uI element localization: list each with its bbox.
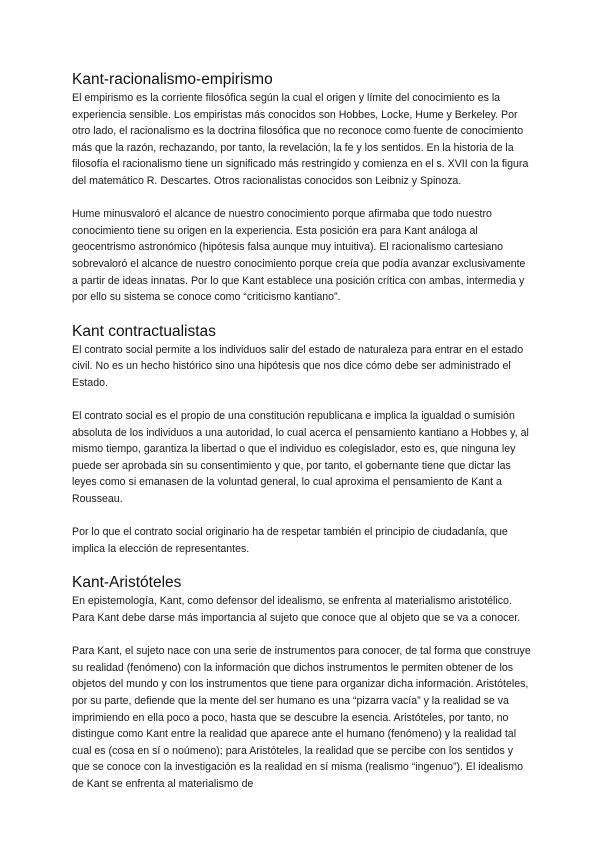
section-racionalismo-empirismo bbox=[72, 70, 532, 306]
section-heading: Kant-Aristóteles bbox=[72, 574, 182, 592]
paragraph: Por lo que el contrato social originario ha de respetar también el principio de ciudadanía, que implica la elección de representantes. bbox=[72, 526, 508, 555]
paragraph: El contrato social permite a los individuos salir del estado de naturaleza para entrar en el estado civil. No es un hecho histórico sino una hipótesis que nos dice cómo debe ser administrado el Estado. bbox=[72, 343, 524, 389]
section-heading: Kant-racionalismo-empirismo bbox=[72, 71, 273, 88]
paragraph-spacer bbox=[72, 392, 532, 409]
paragraph: Para Kant, el sujeto nace con una serie de instrumentos para conocer, de tal forma que construye su realidad (fenómeno) con la información que dichos instrumentos le permiten obtener de los objetos del mundo y con los instrumentos que tiene para organizar dicha información. Aristóteles, por su parte, defiende que la mente del ser humano es una “pizarra vacía” y la realidad se va imprimiendo en ella poco a poco, hasta que se descubre la esencia. Aristóteles, por tanto, no distingue como Kant entre la realidad que aparece ante el humano (fenómeno) y la realidad tal cual es (cosa en sí o noúmeno); para Aristóteles, la realidad que se percibe con los sentidos y que se conoce con la investigación es la realidad en sí misma (realismo “ingenuo”). El idealismo de Kant se enfrenta al materialismo de bbox=[72, 645, 531, 790]
paragraph-spacer bbox=[72, 190, 532, 207]
section-aristoteles bbox=[72, 573, 532, 792]
section-contractualistas bbox=[72, 322, 532, 558]
paragraph: El contrato social es el propio de una constitución republicana e implica la igualdad o sumisión absoluta de los individuos a una autoridad, lo cual acerca el pensamiento kantiano a Hobbes y, al mismo tiempo, garantiza la libertad o que el individuo es colegislador, esto es, que ninguna ley puede ser aprobada sin su consentimiento y que, por tanto, el gobernante tiene que dictar las leyes como si emanasen de la voluntad general, lo cual aproxima el pensamiento de Kant a Rousseau. bbox=[72, 410, 529, 506]
section-spacer bbox=[72, 306, 532, 322]
paragraph: Hume minusvaloró el alcance de nuestro conocimiento porque afirmaba que todo nuestro conocimiento tiene su origen en la experiencia. Esta posición era para Kant análoga al geocentrismo astronómico (hipótesis falsa aunque muy intuitiva). El racionalismo cartesiano sobrevaloró el alcance de nuestro conocimiento porque creía que podía avanzar exclusivamente a partir de ideas innatas. Por lo que Kant establece una posición crítica con ambas, intermedia y por ello su sistema se conoce como “criticismo kantiano”. bbox=[72, 208, 526, 304]
paragraph-spacer bbox=[72, 508, 532, 525]
section-spacer bbox=[72, 557, 532, 573]
paragraph: El empirismo es la corriente filosófica según la cual el origen y límite del conocimiento es la experiencia sensible. Los empiristas más conocidos son Hobbes, Locke, Hume y Berkeley. Por otro lado, el racionalismo es la doctrina filosófica que no reconoce como fuente de conocimiento más que la razón, rechazando, por tanto, la revelación, la fe y los sentidos. En la historia de la filosofía el racionalismo tiene un significado más restringido y comienza en el s. XVII con la figura del matemático R. Descartes. Otros racionalistas conocidos son Leibniz y Spinoza. bbox=[72, 92, 529, 187]
document-body bbox=[72, 70, 532, 793]
section-heading: Kant contractualistas bbox=[72, 322, 216, 340]
paragraph-spacer bbox=[72, 627, 532, 644]
paragraph: En epistemología, Kant, como defensor del idealismo, se enfrenta al materialismo aristotélico. Para Kant debe darse más importancia al sujeto que conoce que al objeto que se va a conocer. bbox=[72, 595, 521, 625]
